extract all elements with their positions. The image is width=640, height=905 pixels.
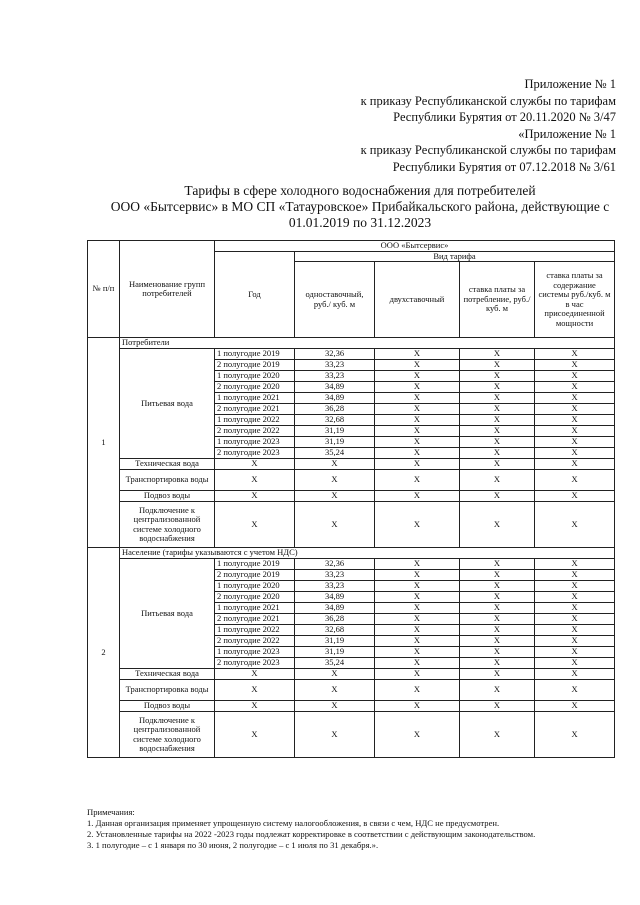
x-cell: X [295,491,375,502]
row-number: 2 [88,548,120,758]
connection-label: Подключение к централизованной системе холодного водоснабжения [120,502,215,548]
x-cell: X [535,625,615,636]
x-cell: X [215,669,295,680]
x-cell: X [535,680,615,701]
tariff-value: 34,89 [295,592,375,603]
x-cell: X [460,491,535,502]
x-cell: X [460,614,535,625]
table-row [88,349,615,360]
header-line: к приказу Республиканской службы по тарифам [360,93,616,108]
col-year-header: Год [215,251,295,338]
x-cell: X [375,404,460,415]
x-cell: X [460,393,535,404]
table-row [88,502,615,548]
technical-label: Техническая вода [120,459,215,470]
x-cell: X [460,581,535,592]
tariff-value: 35,24 [295,448,375,459]
x-cell: X [295,502,375,548]
note-item: 1. Данная организация применяет упрощенную систему налогообложения, в связи с чем, НДС не предусмотрен. [87,818,500,828]
x-cell: X [535,636,615,647]
x-cell: X [535,393,615,404]
x-cell: X [375,349,460,360]
x-cell: X [295,701,375,712]
tariff-value: 35,24 [295,658,375,669]
title-line: ООО «Бытсервис» в МО СП «Татауровское» Прибайкальского района, действующие с [110,199,610,214]
table-row [88,548,615,559]
period-cell: 1 полугодие 2023 [215,437,295,448]
col-double-header: двухставочный [375,262,460,338]
x-cell: X [375,712,460,758]
x-cell: X [460,404,535,415]
x-cell: X [295,459,375,470]
x-cell: X [375,603,460,614]
table-row [88,470,615,491]
col-consumption-header: ставка платы за потребление, руб./ куб. м [460,262,535,338]
x-cell: X [460,658,535,669]
x-cell: X [460,371,535,382]
document-title [110,183,610,231]
title-line: 01.01.2019 по 31.12.2023 [288,215,432,230]
x-cell: X [535,382,615,393]
tariff-value: 36,28 [295,614,375,625]
period-cell: 2 полугодие 2023 [215,658,295,669]
x-cell: X [375,647,460,658]
x-cell: X [535,581,615,592]
x-cell: X [375,701,460,712]
x-cell: X [375,371,460,382]
x-cell: X [460,669,535,680]
tariff-kind-header: Вид тарифа [295,251,615,262]
x-cell: X [375,470,460,491]
col-group-header: Наименование групп потребителей [120,241,215,338]
header-line: Республики Бурятия от 20.11.2020 № 3/47 [393,110,616,124]
x-cell: X [375,581,460,592]
x-cell: X [535,448,615,459]
tariff-value: 33,23 [295,570,375,581]
x-cell: X [460,712,535,758]
col-num-header: № п/п [88,241,120,338]
x-cell: X [460,415,535,426]
period-cell: 1 полугодие 2021 [215,603,295,614]
x-cell: X [535,437,615,448]
period-cell: 2 полугодие 2021 [215,404,295,415]
period-cell: 1 полугодие 2020 [215,371,295,382]
x-cell: X [375,426,460,437]
tariff-value: 36,28 [295,404,375,415]
x-cell: X [375,614,460,625]
x-cell: X [535,349,615,360]
x-cell: X [535,647,615,658]
tariff-value: 32,36 [295,349,375,360]
x-cell: X [460,701,535,712]
x-cell: X [460,360,535,371]
table-row [88,669,615,680]
x-cell: X [535,415,615,426]
tariff-value: 34,89 [295,382,375,393]
tariff-value: 31,19 [295,437,375,448]
x-cell: X [295,669,375,680]
x-cell: X [460,680,535,701]
x-cell: X [215,470,295,491]
x-cell: X [460,502,535,548]
transport-label: Транспортировка воды [120,470,215,491]
drinking-water-label: Питьевая вода [120,349,215,459]
section-name: Население (тарифы указываются с учетом НДС) [120,548,615,559]
technical-label: Техническая вода [120,669,215,680]
x-cell: X [375,448,460,459]
x-cell: X [215,459,295,470]
notes [87,807,612,851]
x-cell: X [535,658,615,669]
x-cell: X [375,592,460,603]
period-cell: 2 полугодие 2023 [215,448,295,459]
x-cell: X [375,636,460,647]
tariff-table [87,240,615,758]
table-row [88,459,615,470]
x-cell: X [460,603,535,614]
x-cell: X [375,559,460,570]
x-cell: X [535,404,615,415]
header-line: Приложение № 1 [524,77,616,91]
x-cell: X [535,669,615,680]
section-name: Потребители [120,338,615,349]
x-cell: X [375,625,460,636]
period-cell: 1 полугодие 2023 [215,647,295,658]
table-row [88,712,615,758]
x-cell: X [535,470,615,491]
table-row [88,491,615,502]
period-cell: 2 полугодие 2021 [215,614,295,625]
x-cell: X [375,393,460,404]
transport-label: Транспортировка воды [120,680,215,701]
order-header [361,76,616,175]
x-cell: X [460,636,535,647]
delivery-label: Подвоз воды [120,491,215,502]
x-cell: X [460,426,535,437]
period-cell: 2 полугодие 2020 [215,592,295,603]
tariff-value: 33,23 [295,371,375,382]
period-cell: 1 полугодие 2019 [215,349,295,360]
tariff-value: 31,19 [295,647,375,658]
drinking-water-label: Питьевая вода [120,559,215,669]
x-cell: X [460,382,535,393]
x-cell: X [460,470,535,491]
x-cell: X [375,658,460,669]
x-cell: X [535,360,615,371]
delivery-label: Подвоз воды [120,701,215,712]
x-cell: X [535,570,615,581]
x-cell: X [460,448,535,459]
tariff-value: 32,68 [295,415,375,426]
x-cell: X [535,459,615,470]
x-cell: X [215,491,295,502]
x-cell: X [460,437,535,448]
x-cell: X [535,603,615,614]
period-cell: 2 полугодие 2019 [215,570,295,581]
x-cell: X [375,415,460,426]
x-cell: X [460,349,535,360]
period-cell: 2 полугодие 2022 [215,426,295,437]
x-cell: X [375,680,460,701]
header-line: «Приложение № 1 [518,126,616,141]
x-cell: X [535,502,615,548]
note-item: 2. Установленные тарифы на 2022 -2023 годы подлежат корректировке в соответствии с действующим законодательством. [87,829,536,839]
row-number: 1 [88,338,120,548]
table-row [88,559,615,570]
period-cell: 1 полугодие 2022 [215,415,295,426]
period-cell: 1 полугодие 2019 [215,559,295,570]
tariff-value: 34,89 [295,393,375,404]
x-cell: X [375,459,460,470]
note-item: 3. 1 полугодие – с 1 января по 30 июня, 2 полугодие – с 1 июля по 31 декабря.». [87,840,379,850]
col-single-header: одноставочный, руб./ куб. м [295,262,375,338]
header-line: к приказу Республиканской службы по тарифам [360,143,616,157]
x-cell: X [375,502,460,548]
org-header: ООО «Бытсервис» [215,241,615,252]
x-cell: X [535,712,615,758]
x-cell: X [295,470,375,491]
x-cell: X [375,491,460,502]
x-cell: X [535,701,615,712]
tariff-value: 33,23 [295,360,375,371]
table-row [88,701,615,712]
x-cell: X [295,680,375,701]
x-cell: X [215,502,295,548]
x-cell: X [375,570,460,581]
col-capacity-header: ставка платы за содержание системы руб./куб. м в час присоединенной мощности [535,262,615,338]
x-cell: X [215,712,295,758]
x-cell: X [375,360,460,371]
x-cell: X [535,559,615,570]
x-cell: X [460,592,535,603]
table-row [88,338,615,349]
tariff-value: 31,19 [295,426,375,437]
tariff-value: 34,89 [295,603,375,614]
x-cell: X [460,647,535,658]
table-row [88,680,615,701]
x-cell: X [215,680,295,701]
x-cell: X [535,371,615,382]
period-cell: 1 полугодие 2022 [215,625,295,636]
notes-title: Примечания: [87,807,135,817]
x-cell: X [460,570,535,581]
x-cell: X [375,437,460,448]
period-cell: 2 полугодие 2020 [215,382,295,393]
x-cell: X [535,491,615,502]
x-cell: X [535,426,615,437]
tariff-value: 32,68 [295,625,375,636]
x-cell: X [535,592,615,603]
x-cell: X [460,559,535,570]
x-cell: X [460,625,535,636]
x-cell: X [460,459,535,470]
x-cell: X [375,669,460,680]
period-cell: 1 полугодие 2021 [215,393,295,404]
period-cell: 1 полугодие 2020 [215,581,295,592]
x-cell: X [535,614,615,625]
header-line: Республики Бурятия от 07.12.2018 № 3/61 [392,159,616,174]
period-cell: 2 полугодие 2019 [215,360,295,371]
connection-label: Подключение к централизованной системе холодного водоснабжения [120,712,215,758]
period-cell: 2 полугодие 2022 [215,636,295,647]
tariff-value: 31,19 [295,636,375,647]
title-line: Тарифы в сфере холодного водоснабжения для потребителей [184,183,536,198]
x-cell: X [215,701,295,712]
x-cell: X [375,382,460,393]
tariff-value: 32,36 [295,559,375,570]
x-cell: X [295,712,375,758]
tariff-value: 33,23 [295,581,375,592]
